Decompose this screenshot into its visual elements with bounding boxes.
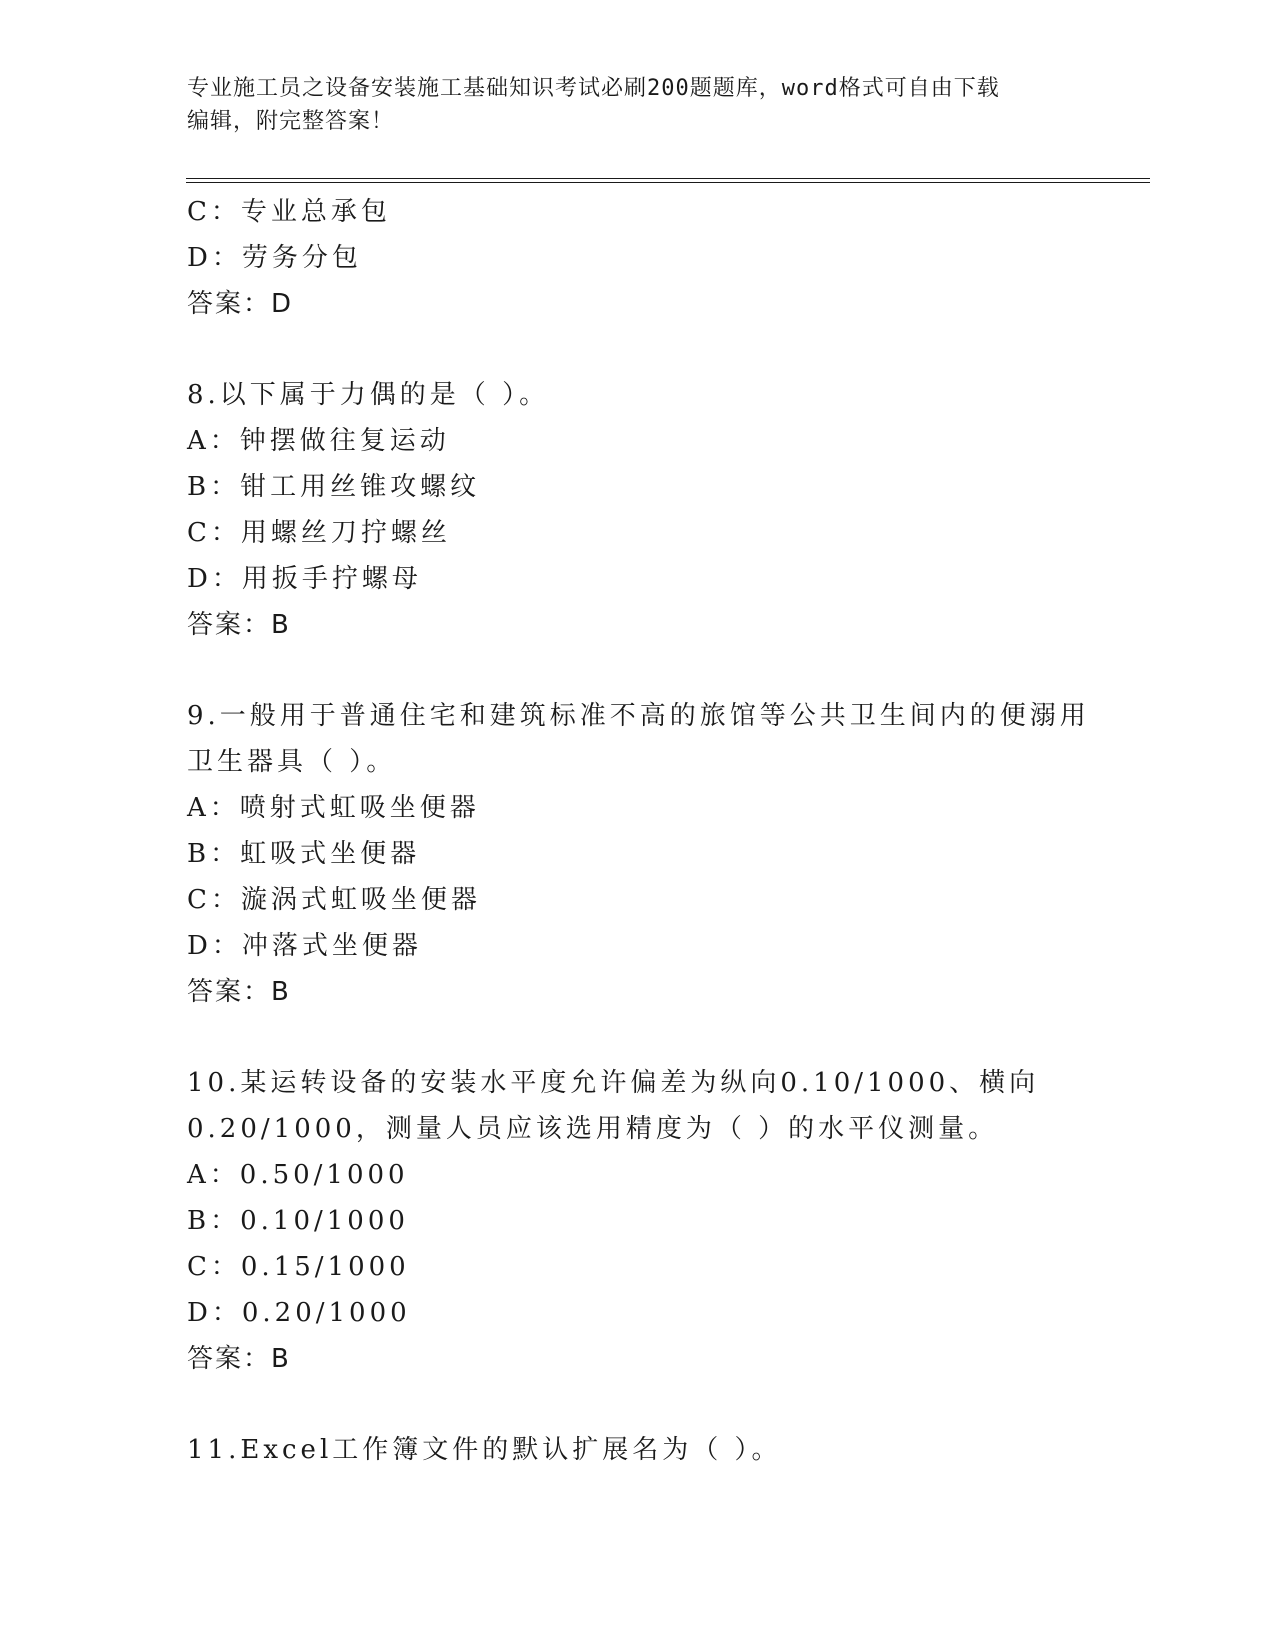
question-9-option-d: D：冲落式坐便器 <box>187 931 422 961</box>
question-7-option-d: D：劳务分包 <box>187 243 362 273</box>
question-10-text-line-1: 10.某运转设备的安装水平度允许偏差为纵向0.10/1000、横向 <box>187 1068 1040 1098</box>
spacer <box>187 1015 1147 1060</box>
question-8-option-c: C：用螺丝刀拧螺丝 <box>187 518 451 548</box>
question-7-answer: 答案：D <box>187 289 294 319</box>
spacer <box>187 327 1147 372</box>
question-11-block <box>187 1427 1147 1473</box>
question-9-text-line-1: 9.一般用于普通住宅和建筑标准不高的旅馆等公共卫生间内的便溺用 <box>187 701 1090 731</box>
question-8-option-b: B：钳工用丝锥攻螺纹 <box>187 472 481 502</box>
header-title-line-2: 编辑，附完整答案！ <box>187 109 395 134</box>
question-10-option-b: B：0.10/1000 <box>187 1206 409 1236</box>
header-divider-top <box>186 178 1150 179</box>
question-10-option-c: C：0.15/1000 <box>187 1252 410 1282</box>
question-8-option-d: D：用扳手拧螺母 <box>187 564 422 594</box>
question-8-option-a: A：钟摆做往复运动 <box>187 426 450 456</box>
question-8-text: 8.以下属于力偶的是（ ）。 <box>187 380 550 410</box>
question-10-answer: 答案：B <box>187 1344 291 1374</box>
question-9-option-a: A：喷射式虹吸坐便器 <box>187 793 480 823</box>
question-7-option-c: C：专业总承包 <box>187 197 391 227</box>
question-11-text: 11.Excel工作簿文件的默认扩展名为（ ）。 <box>187 1435 782 1465</box>
question-10-option-a: A：0.50/1000 <box>187 1160 409 1190</box>
question-9-block <box>187 693 1147 1015</box>
question-8-answer: 答案：B <box>187 610 291 640</box>
question-9-option-b: B：虹吸式坐便器 <box>187 839 421 869</box>
question-9-option-c: C：漩涡式虹吸坐便器 <box>187 885 481 915</box>
header-title-line-1: 专业施工员之设备安装施工基础知识考试必刷200题题库，word格式可自由下载 <box>187 76 1000 101</box>
question-10-text-line-2: 0.20/1000，测量人员应该选用精度为（ ）的水平仪测量。 <box>187 1114 999 1144</box>
question-8-block <box>187 372 1147 648</box>
spacer <box>187 1382 1147 1427</box>
question-9-answer: 答案：B <box>187 977 291 1007</box>
question-list <box>187 189 1147 1473</box>
question-7-block <box>187 189 1147 327</box>
header-divider-bottom <box>186 182 1150 183</box>
spacer <box>187 648 1147 693</box>
question-10-option-d: D：0.20/1000 <box>187 1298 411 1328</box>
question-10-block <box>187 1060 1147 1382</box>
document-header <box>187 72 1087 138</box>
question-9-text-line-2: 卫生器具（ ）。 <box>187 747 397 777</box>
